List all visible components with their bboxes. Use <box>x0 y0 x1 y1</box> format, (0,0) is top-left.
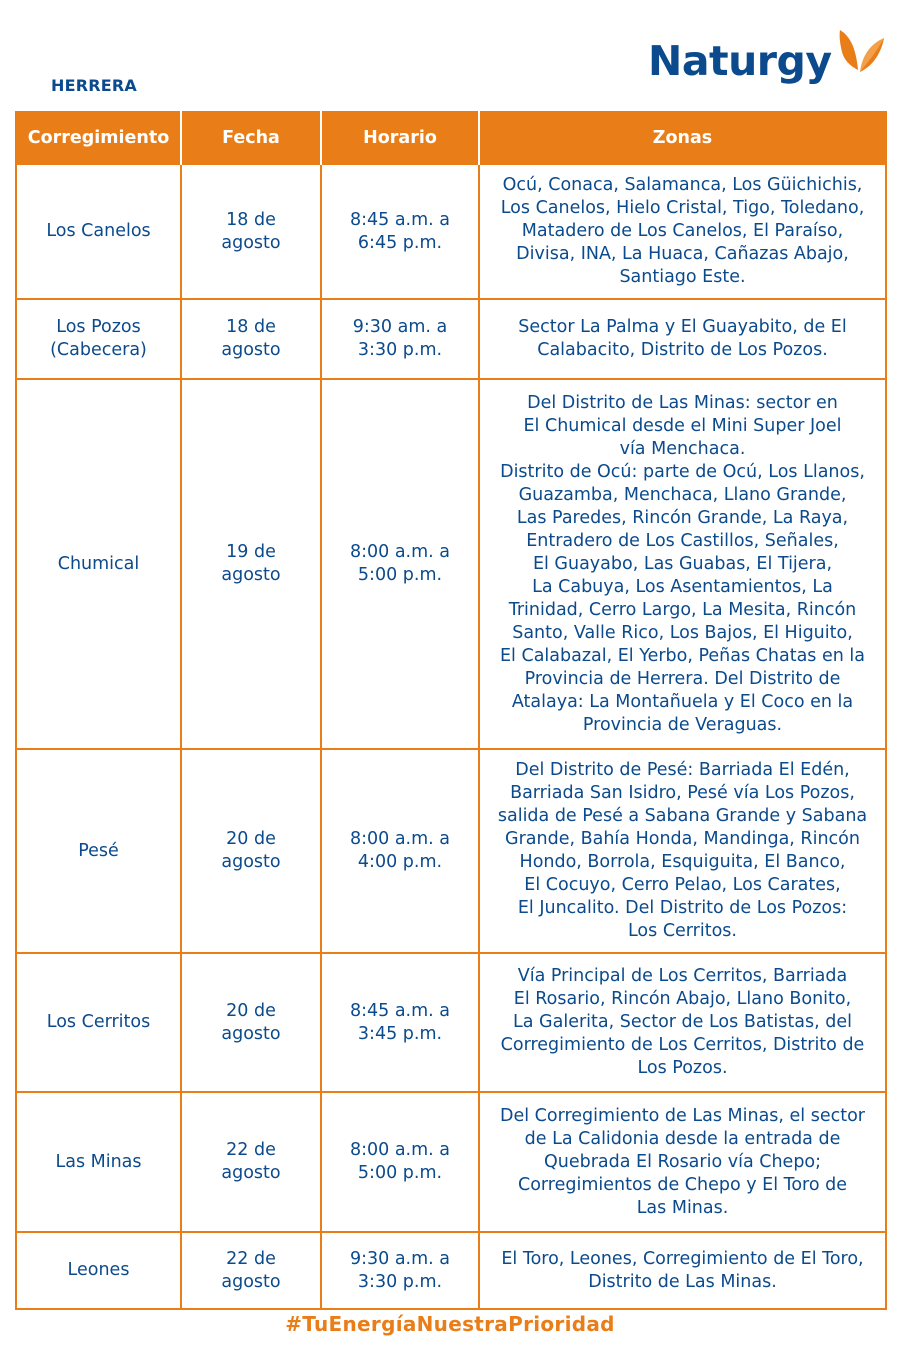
zonas-line: Santiago Este. <box>619 267 746 287</box>
horario-cell <box>321 1232 479 1309</box>
horario-cell <box>321 379 479 749</box>
corregimiento-text: Los Canelos <box>46 221 151 241</box>
zonas-line: El Calabazal, El Yerbo, Peñas Chatas en la <box>500 645 865 666</box>
zonas-line: Del Distrito de Las Minas: sector en <box>527 392 838 413</box>
corregimiento-text: Pesé <box>78 840 119 861</box>
zonas-line: Ocú, Conaca, Salamanca, Los Güichichis, <box>502 175 863 195</box>
header-corregimiento: Corregimiento <box>16 112 181 164</box>
zonas-line: Los Canelos, Hielo Cristal, Tigo, Toledano, <box>500 198 865 218</box>
fecha-cell: 22 de agosto <box>181 1232 321 1309</box>
naturgy-logo <box>648 24 888 98</box>
zonas-line: Sector La Palma y El Guayabito, de El <box>518 317 847 337</box>
zonas-line: Las Minas. <box>636 1197 729 1218</box>
zonas-line: Del Distrito de Pesé: Barriada El Edén, <box>515 760 850 780</box>
header-horario: Horario <box>321 112 479 164</box>
corregimiento-cell <box>16 379 181 749</box>
horario-line: 3:30 p.m. <box>357 1271 443 1292</box>
zonas-line: El Cocuyo, Cerro Pelao, Los Carates, <box>524 875 841 895</box>
corregimiento-cell <box>16 749 181 953</box>
butterfly-icon <box>836 26 886 78</box>
zonas-line: Vía Principal de Los Cerritos, Barriada <box>517 966 848 986</box>
zonas-line: de La Calidonia desde la entrada de <box>524 1128 841 1149</box>
corregimiento-cell <box>16 953 181 1092</box>
zonas-line: Barriada San Isidro, Pesé vía Los Pozos, <box>510 783 855 803</box>
table-row <box>16 1092 886 1232</box>
zonas-cell <box>479 749 886 953</box>
zonas-line: El Juncalito. Del Distrito de Los Pozos: <box>517 898 848 918</box>
zonas-line: Las Paredes, Rincón Grande, La Raya, <box>516 507 849 528</box>
zonas-cell <box>479 1092 886 1232</box>
table-row <box>16 164 886 299</box>
table-row <box>16 379 886 749</box>
zonas-line: vía Menchaca. <box>619 438 746 459</box>
zonas-line: El Chumical desde el Mini Super Joel <box>523 415 842 436</box>
corregimiento-text: Leones <box>67 1260 130 1280</box>
horario-line: 9:30 am. a <box>352 317 448 337</box>
zonas-line: Los Cerritos. <box>627 921 737 941</box>
corregimiento-cell <box>16 299 181 379</box>
fecha-cell: 20 de agosto <box>181 749 321 953</box>
zonas-line: Los Pozos. <box>637 1058 728 1078</box>
logo-wordmark: Naturgy <box>648 37 832 85</box>
region-title: HERRERA <box>51 76 137 95</box>
zonas-line: El Guayabo, Las Guabas, El Tijera, <box>532 553 833 574</box>
fecha-cell: 19 de agosto <box>181 379 321 749</box>
horario-cell <box>321 164 479 299</box>
corregimiento-text: Los Pozos (Cabecera) <box>50 317 147 360</box>
zonas-line: Quebrada El Rosario vía Chepo; <box>543 1151 822 1172</box>
zonas-line: El Rosario, Rincón Abajo, Llano Bonito, <box>513 989 852 1009</box>
zonas-line: Corregimientos de Chepo y El Toro de <box>517 1174 848 1195</box>
zonas-cell <box>479 299 886 379</box>
zonas-line: Grande, Bahía Honda, Mandinga, Rincón <box>505 829 860 849</box>
zonas-line: Provincia de Herrera. Del Distrito de <box>524 668 841 689</box>
horario-line: 8:45 a.m. a <box>349 209 451 230</box>
zonas-line: Calabacito, Distrito de Los Pozos. <box>537 340 828 360</box>
corregimiento-cell <box>16 164 181 299</box>
table-row <box>16 299 886 379</box>
horario-cell <box>321 299 479 379</box>
zonas-line: La Galerita, Sector de Los Batistas, del <box>513 1012 852 1032</box>
horario-line: 3:45 p.m. <box>357 1023 443 1044</box>
zonas-line: salida de Pesé a Sabana Grande y Sabana <box>497 806 868 826</box>
zonas-line: Matadero de Los Canelos, El Paraíso, <box>521 221 844 241</box>
horario-line: 8:00 a.m. a <box>349 542 451 562</box>
zonas-line: Trinidad, Cerro Largo, La Mesita, Rincón <box>508 599 857 620</box>
corregimiento-text: Chumical <box>57 553 140 574</box>
zonas-line: Santo, Valle Rico, Los Bajos, El Higuito, <box>512 622 853 643</box>
table-header-row <box>16 112 886 164</box>
horario-line: 9:30 a.m. a <box>349 1248 451 1269</box>
horario-cell <box>321 953 479 1092</box>
corregimiento-cell <box>16 1232 181 1309</box>
zonas-line: Hondo, Borrola, Esquiguita, El Banco, <box>519 852 846 872</box>
zonas-line: Provincia de Veraguas. <box>582 714 783 735</box>
horario-line: 4:00 p.m. <box>357 852 443 872</box>
horario-line: 6:45 p.m. <box>357 232 443 253</box>
zonas-line: Distrito de Ocú: parte de Ocú, Los Llanos, <box>500 461 865 482</box>
horario-cell <box>321 1092 479 1232</box>
corregimiento-text: Los Cerritos <box>46 1012 151 1032</box>
fecha-cell: 22 de agosto <box>181 1092 321 1232</box>
corregimiento-text: Las Minas <box>55 1151 142 1172</box>
fecha-cell: 20 de agosto <box>181 953 321 1092</box>
table-row <box>16 749 886 953</box>
zonas-line: Corregimiento de Los Cerritos, Distrito de <box>500 1035 865 1055</box>
schedule-table <box>15 111 887 1310</box>
zonas-line: Atalaya: La Montañuela y El Coco en la <box>511 691 854 712</box>
header-zonas: Zonas <box>479 112 886 164</box>
horario-line: 8:45 a.m. a <box>349 1000 451 1021</box>
zonas-line: Distrito de Las Minas. <box>588 1271 777 1292</box>
fecha-cell: 18 de agosto <box>181 299 321 379</box>
zonas-cell <box>479 953 886 1092</box>
horario-line: 5:00 p.m. <box>357 565 443 585</box>
zonas-cell <box>479 1232 886 1309</box>
horario-line: 8:00 a.m. a <box>349 1140 451 1160</box>
zonas-line: Guazamba, Menchaca, Llano Grande, <box>518 484 847 505</box>
zonas-line: Entradero de Los Castillos, Señales, <box>526 530 839 551</box>
table-row <box>16 953 886 1092</box>
fecha-cell: 18 de agosto <box>181 164 321 299</box>
zonas-cell <box>479 379 886 749</box>
hashtag: #TuEnergíaNuestraPrioridad <box>285 1312 615 1336</box>
horario-cell <box>321 749 479 953</box>
horario-line: 3:30 p.m. <box>357 340 443 360</box>
zonas-line: Divisa, INA, La Huaca, Cañazas Abajo, <box>516 244 849 264</box>
zonas-line: Del Corregimiento de Las Minas, el sector <box>500 1105 865 1126</box>
horario-line: 5:00 p.m. <box>357 1163 443 1183</box>
zonas-cell <box>479 164 886 299</box>
table-row <box>16 1232 886 1309</box>
header-fecha: Fecha <box>181 112 321 164</box>
horario-line: 8:00 a.m. a <box>349 829 451 849</box>
corregimiento-cell <box>16 1092 181 1232</box>
zonas-line: La Cabuya, Los Asentamientos, La <box>532 576 833 597</box>
zonas-line: El Toro, Leones, Corregimiento de El Toro, <box>501 1248 864 1269</box>
